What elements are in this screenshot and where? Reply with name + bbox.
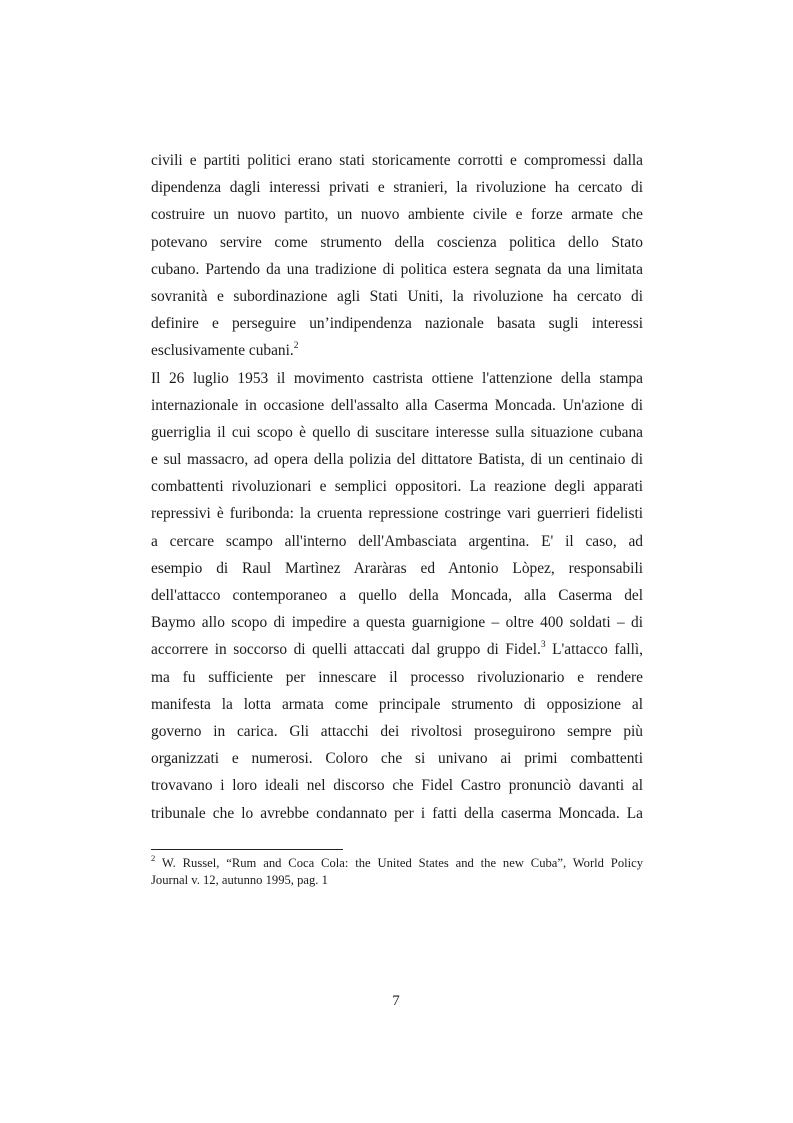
text-line: organizzati e numerosi. Coloro che si univano ai primi combattenti: [151, 750, 643, 768]
text-line: combattenti rivoluzionari e semplici oppositori. La reazione degli apparati: [151, 478, 643, 496]
text-line: guerriglia il cui scopo è quello di suscitare interesse sulla situazione cubana: [151, 423, 643, 441]
text-line: cubano. Partendo da una tradizione di politica estera segnata da una limitata: [151, 260, 643, 278]
text-line: civili e partiti politici erano stati storicamente corrotti e compromessi dalla: [151, 152, 643, 169]
text-line: [151, 337, 643, 364]
text-line: potevano servire come strumento della coscienza politica dello Stato: [151, 233, 643, 251]
text-line: trovavano i loro ideali nel discorso che Fidel Castro pronunciò davanti al: [151, 777, 643, 795]
text-line: dell'attacco contemporaneo a quello della Moncada, alla Caserma del: [151, 587, 643, 604]
footnote-line: [151, 852, 643, 872]
footnote: [151, 852, 643, 889]
text-line: definire e perseguire un’indipendenza nazionale basata sugli interessi: [151, 315, 643, 333]
footnote-separator: [151, 849, 343, 850]
footnote-line: Journal v. 12, autunno 1995, pag. 1: [151, 873, 328, 887]
text-line: Baymo allo scopo di impedire a questa guarnigione – oltre 400 soldati – di: [151, 614, 643, 632]
footnote-reference: 2: [293, 341, 299, 352]
body-text: [151, 147, 643, 827]
footnote-number: 2: [151, 852, 156, 863]
text-line: repressivi è furibonda: la cruenta repressione costringe vari guerrieri fidelisti: [151, 505, 643, 523]
text-line: tribunale che lo avrebbe condannato per i fatti della caserma Moncada. La: [151, 804, 643, 822]
text-line: Il 26 luglio 1953 il movimento castrista ottiene l'attenzione della stampa: [151, 369, 643, 387]
paragraph-1: [151, 147, 643, 365]
footnote-reference: 3: [540, 640, 546, 651]
text-line: esempio di Raul Martìnez Araràras ed Antonio Lòpez, responsabili: [151, 559, 643, 577]
footnote-text: W. Russel, “Rum and Coca Cola: the United States and the new Cuba”, World Policy: [155, 856, 643, 870]
text-line: costruire un nuovo partito, un nuovo ambiente civile e forze armate che: [151, 206, 643, 224]
text-fragment: accorrere in soccorso di quelli attaccati dal gruppo di Fidel.: [151, 641, 541, 659]
paragraph-2: [151, 365, 643, 827]
text-line: internazionale in occasione dell'assalto alla Caserma Moncada. Un'azione di: [151, 396, 643, 414]
text-line: dipendenza dagli interessi privati e stranieri, la rivoluzione ha cercato di: [151, 179, 643, 197]
text-line: governo in carica. Gli attacchi dei rivoltosi proseguirono sempre più: [151, 722, 643, 740]
text-line: sovranità e subordinazione agli Stati Uniti, la rivoluzione ha cercato di: [151, 287, 643, 305]
text-fragment: L'attacco fallì,: [545, 641, 644, 659]
text-line: e sul massacro, ad opera della polizia del dittatore Batista, di un centinaio di: [151, 451, 643, 469]
text-line: [151, 636, 643, 663]
text-line: ma fu sufficiente per innescare il processo rivoluzionario e rendere: [151, 668, 643, 686]
text-fragment: esclusivamente cubani.: [151, 342, 294, 360]
page-number: 7: [392, 993, 400, 1009]
text-line: manifesta la lotta armata come principale strumento di opposizione al: [151, 695, 643, 713]
text-line: a cercare scampo all'interno dell'Ambasciata argentina. E' il caso, ad: [151, 532, 643, 550]
